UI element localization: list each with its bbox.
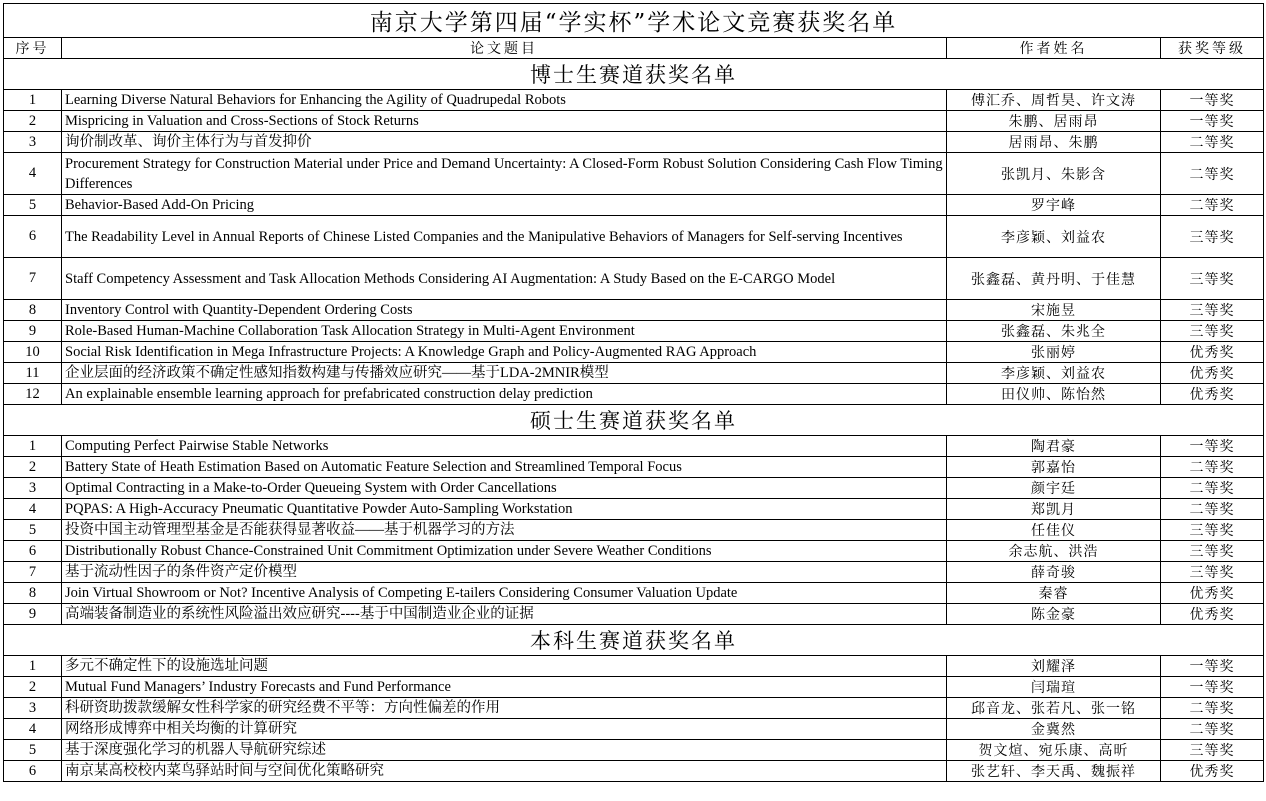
author-names: 傅汇乔、周哲昊、许文涛 — [947, 90, 1161, 111]
row-index: 2 — [4, 677, 62, 698]
award-level: 一等奖 — [1161, 677, 1264, 698]
header-paper: 论文题目 — [62, 38, 947, 59]
row-index: 4 — [4, 153, 62, 195]
paper-title: Learning Diverse Natural Behaviors for Enhancing the Agility of Quadrupedal Robots — [62, 90, 947, 111]
award-level: 二等奖 — [1161, 153, 1264, 195]
row-index: 3 — [4, 478, 62, 499]
award-level: 一等奖 — [1161, 90, 1264, 111]
paper-title: Social Risk Identification in Mega Infrastructure Projects: A Knowledge Graph and Policy-Augmented RAG Approach — [62, 342, 947, 363]
page-title: 南京大学第四届“学实杯”学术论文竞赛获奖名单 — [4, 4, 1264, 38]
paper-title: Role-Based Human-Machine Collaboration Task Allocation Strategy in Multi-Agent Environment — [62, 321, 947, 342]
award-level: 优秀奖 — [1161, 363, 1264, 384]
award-level: 优秀奖 — [1161, 384, 1264, 405]
author-names: 陈金豪 — [947, 604, 1161, 625]
paper-title: Staff Competency Assessment and Task Allocation Methods Considering AI Augmentation: A Study Based on the E-CARGO Model — [62, 258, 947, 300]
row-index: 4 — [4, 499, 62, 520]
row-index: 5 — [4, 520, 62, 541]
author-names: 张鑫磊、朱兆全 — [947, 321, 1161, 342]
table-row — [4, 541, 1264, 562]
row-index: 1 — [4, 656, 62, 677]
paper-title: 网络形成博弈中相关均衡的计算研究 — [62, 719, 947, 740]
author-names: 金冀然 — [947, 719, 1161, 740]
table-row — [4, 583, 1264, 604]
row-index: 10 — [4, 342, 62, 363]
table-row — [4, 195, 1264, 216]
award-list-sheet — [3, 3, 1263, 782]
paper-title: Join Virtual Showroom or Not? Incentive Analysis of Competing E-tailers Considering Consumer Valuation Update — [62, 583, 947, 604]
table-row — [4, 111, 1264, 132]
table-row — [4, 719, 1264, 740]
paper-title: Battery State of Heath Estimation Based on Automatic Feature Selection and Streamlined Temporal Focus — [62, 457, 947, 478]
row-index: 5 — [4, 195, 62, 216]
row-index: 6 — [4, 216, 62, 258]
author-names: 田仪帅、陈怡然 — [947, 384, 1161, 405]
author-names: 居雨昂、朱鹏 — [947, 132, 1161, 153]
author-names: 郑凯月 — [947, 499, 1161, 520]
paper-title: Distributionally Robust Chance-Constrained Unit Commitment Optimization under Severe Weather Conditions — [62, 541, 947, 562]
paper-title: 高端装备制造业的系统性风险溢出效应研究----基于中国制造业企业的证据 — [62, 604, 947, 625]
paper-title: Mutual Fund Managers’ Industry Forecasts and Fund Performance — [62, 677, 947, 698]
table-row — [4, 604, 1264, 625]
row-index: 5 — [4, 740, 62, 761]
paper-title: The Readability Level in Annual Reports of Chinese Listed Companies and the Manipulative Behaviors of Managers for Self-serving Incentives — [62, 216, 947, 258]
table-row — [4, 258, 1264, 300]
header-authors: 作者姓名 — [947, 38, 1161, 59]
paper-title: 投资中国主动管理型基金是否能获得显著收益——基于机器学习的方法 — [62, 520, 947, 541]
author-names: 罗宇峰 — [947, 195, 1161, 216]
author-names: 李彦颖、刘益农 — [947, 363, 1161, 384]
row-index: 4 — [4, 719, 62, 740]
paper-title: PQPAS: A High-Accuracy Pneumatic Quantitative Powder Auto-Sampling Workstation — [62, 499, 947, 520]
paper-title: Behavior-Based Add-On Pricing — [62, 195, 947, 216]
award-level: 二等奖 — [1161, 478, 1264, 499]
table-row — [4, 740, 1264, 761]
table-row — [4, 562, 1264, 583]
award-level: 二等奖 — [1161, 719, 1264, 740]
author-names: 余志航、洪浩 — [947, 541, 1161, 562]
award-level: 优秀奖 — [1161, 761, 1264, 782]
row-index: 12 — [4, 384, 62, 405]
award-level: 二等奖 — [1161, 132, 1264, 153]
table-row — [4, 478, 1264, 499]
award-level: 三等奖 — [1161, 300, 1264, 321]
row-index: 8 — [4, 583, 62, 604]
award-level: 三等奖 — [1161, 258, 1264, 300]
paper-title: 南京某高校校内菜鸟驿站时间与空间优化策略研究 — [62, 761, 947, 782]
table-row — [4, 520, 1264, 541]
header-award: 获奖等级 — [1161, 38, 1264, 59]
author-names: 朱鹏、居雨昂 — [947, 111, 1161, 132]
row-index: 2 — [4, 457, 62, 478]
author-names: 颜宇廷 — [947, 478, 1161, 499]
row-index: 2 — [4, 111, 62, 132]
paper-title: 多元不确定性下的设施选址问题 — [62, 656, 947, 677]
paper-title: Procurement Strategy for Construction Material under Price and Demand Uncertainty: A Closed-Form Robust Solution Considering Cash Flow Timing Differences — [62, 153, 947, 195]
author-names: 秦睿 — [947, 583, 1161, 604]
author-names: 郭嘉怡 — [947, 457, 1161, 478]
paper-title: 科研资助拨款缓解女性科学家的研究经费不平等：方向性偏差的作用 — [62, 698, 947, 719]
author-names: 闫瑞瑄 — [947, 677, 1161, 698]
table-row — [4, 499, 1264, 520]
row-index: 7 — [4, 258, 62, 300]
section-title: 本科生赛道获奖名单 — [4, 625, 1264, 656]
award-level: 三等奖 — [1161, 520, 1264, 541]
section-title: 硕士生赛道获奖名单 — [4, 405, 1264, 436]
row-index: 7 — [4, 562, 62, 583]
table-row — [4, 342, 1264, 363]
table-row — [4, 457, 1264, 478]
author-names: 陶君豪 — [947, 436, 1161, 457]
author-names: 薛奇骏 — [947, 562, 1161, 583]
award-level: 三等奖 — [1161, 740, 1264, 761]
paper-title: Mispricing in Valuation and Cross-Sections of Stock Returns — [62, 111, 947, 132]
author-names: 刘耀泽 — [947, 656, 1161, 677]
award-level: 一等奖 — [1161, 436, 1264, 457]
table-row — [4, 761, 1264, 782]
section-row — [4, 405, 1264, 436]
paper-title: Optimal Contracting in a Make-to-Order Queueing System with Order Cancellations — [62, 478, 947, 499]
row-index: 8 — [4, 300, 62, 321]
table-row — [4, 677, 1264, 698]
row-index: 1 — [4, 90, 62, 111]
table-row — [4, 363, 1264, 384]
table-row — [4, 384, 1264, 405]
author-names: 张凯月、朱影含 — [947, 153, 1161, 195]
award-level: 二等奖 — [1161, 698, 1264, 719]
award-table — [3, 3, 1264, 782]
award-level: 三等奖 — [1161, 562, 1264, 583]
award-level: 三等奖 — [1161, 541, 1264, 562]
section-row — [4, 625, 1264, 656]
author-names: 张艺轩、李天禹、魏振祥 — [947, 761, 1161, 782]
paper-title: 基于流动性因子的条件资产定价模型 — [62, 562, 947, 583]
award-level: 一等奖 — [1161, 656, 1264, 677]
table-row — [4, 216, 1264, 258]
row-index: 6 — [4, 761, 62, 782]
author-names: 任佳仪 — [947, 520, 1161, 541]
award-level: 优秀奖 — [1161, 342, 1264, 363]
author-names: 贺文煊、宛乐康、高昕 — [947, 740, 1161, 761]
table-row — [4, 321, 1264, 342]
author-names: 邱音龙、张若凡、张一铭 — [947, 698, 1161, 719]
paper-title: 企业层面的经济政策不确定性感知指数构建与传播效应研究——基于LDA-2MNIR模型 — [62, 363, 947, 384]
award-level: 三等奖 — [1161, 216, 1264, 258]
author-names: 宋施昱 — [947, 300, 1161, 321]
section-title: 博士生赛道获奖名单 — [4, 59, 1264, 90]
paper-title: An explainable ensemble learning approach for prefabricated construction delay prediction — [62, 384, 947, 405]
table-row — [4, 656, 1264, 677]
row-index: 1 — [4, 436, 62, 457]
table-row — [4, 132, 1264, 153]
award-level: 优秀奖 — [1161, 583, 1264, 604]
title-row — [4, 4, 1264, 38]
paper-title: 基于深度强化学习的机器人导航研究综述 — [62, 740, 947, 761]
table-row — [4, 153, 1264, 195]
header-index: 序号 — [4, 38, 62, 59]
paper-title: Inventory Control with Quantity-Dependent Ordering Costs — [62, 300, 947, 321]
paper-title: 询价制改革、询价主体行为与首发抑价 — [62, 132, 947, 153]
award-level: 三等奖 — [1161, 321, 1264, 342]
row-index: 6 — [4, 541, 62, 562]
award-level: 二等奖 — [1161, 457, 1264, 478]
award-level: 二等奖 — [1161, 499, 1264, 520]
row-index: 3 — [4, 132, 62, 153]
paper-title: Computing Perfect Pairwise Stable Networks — [62, 436, 947, 457]
award-level: 二等奖 — [1161, 195, 1264, 216]
table-row — [4, 698, 1264, 719]
award-level: 优秀奖 — [1161, 604, 1264, 625]
section-row — [4, 59, 1264, 90]
header-row — [4, 38, 1264, 59]
row-index: 9 — [4, 321, 62, 342]
row-index: 3 — [4, 698, 62, 719]
table-row — [4, 90, 1264, 111]
author-names: 张丽婷 — [947, 342, 1161, 363]
author-names: 李彦颖、刘益农 — [947, 216, 1161, 258]
row-index: 9 — [4, 604, 62, 625]
author-names: 张鑫磊、黄丹明、于佳慧 — [947, 258, 1161, 300]
table-row — [4, 436, 1264, 457]
award-level: 一等奖 — [1161, 111, 1264, 132]
row-index: 11 — [4, 363, 62, 384]
table-row — [4, 300, 1264, 321]
